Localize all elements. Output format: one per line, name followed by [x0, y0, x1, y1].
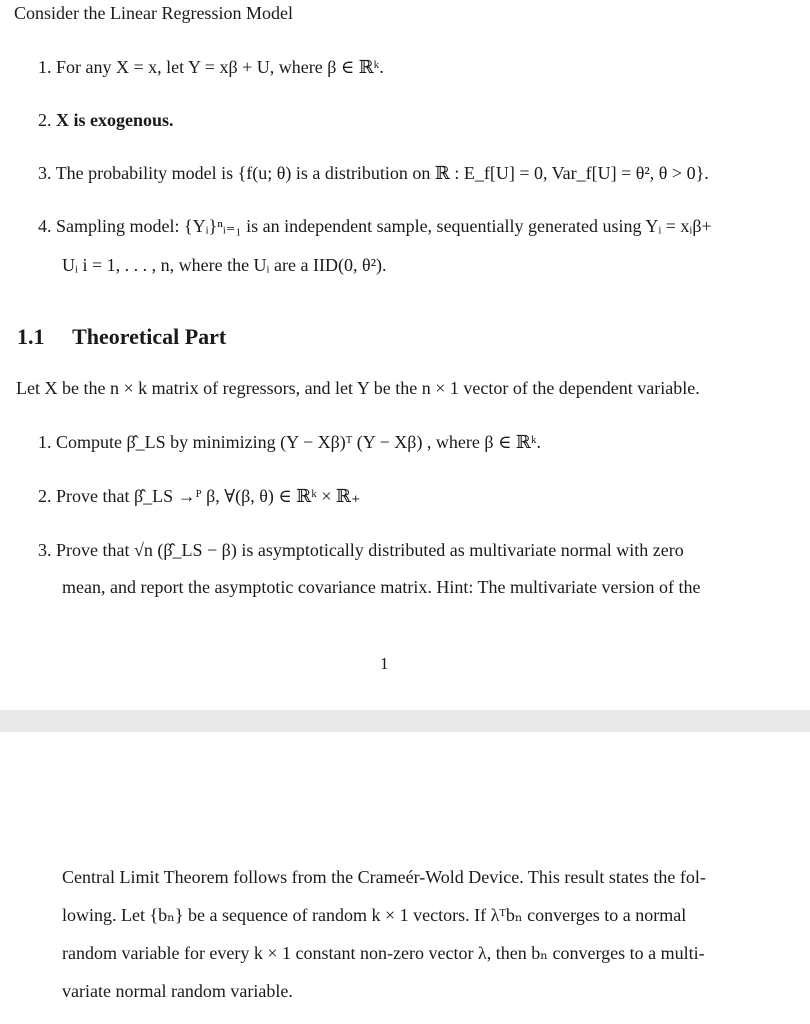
assumption-4-number: 4. — [38, 216, 52, 236]
intro-text: Consider the Linear Regression Model — [14, 3, 293, 23]
assumption-1 — [38, 56, 384, 78]
assumption-3 — [38, 162, 709, 184]
page2-line-4: variate normal random variable. — [62, 981, 293, 1001]
assumption-2-text: X is exogenous. — [56, 110, 174, 130]
question-1-number: 1. — [38, 432, 52, 452]
question-2 — [38, 485, 360, 507]
question-2-text: Prove that β̂_LS →ᴾ β, ∀(β, θ) ∈ ℝᵏ × ℝ₊ — [56, 486, 361, 506]
page-number: 1 — [380, 654, 389, 673]
question-3-number: 3. — [38, 540, 52, 560]
page2-line-1: Central Limit Theorem follows from the Crameér-Wold Device. This result states the fol- — [62, 867, 706, 887]
assumption-1-number: 1. — [38, 57, 52, 77]
assumption-4-continuation: Uᵢ i = 1, . . . , n, where the Uᵢ are a IID(0, θ²). — [62, 255, 387, 275]
section-heading — [17, 324, 226, 350]
page2-line-2: lowing. Let {bₙ} be a sequence of random k × 1 vectors. If λᵀbₙ converges to a normal — [62, 905, 687, 925]
page-separator — [0, 710, 810, 732]
section-title: Theoretical Part — [72, 324, 227, 349]
assumption-1-text: For any X = x, let Y = xβ + U, where β ∈ ℝᵏ. — [56, 57, 384, 77]
assumption-4-text-line1: Sampling model: {Yᵢ}ⁿᵢ₌₁ is an independent sample, sequentially generated using Yᵢ = xᵢβ+ — [56, 216, 712, 236]
assumption-4 — [38, 215, 712, 237]
question-3-continuation: mean, and report the asymptotic covariance matrix. Hint: The multivariate version of the — [62, 577, 701, 597]
assumption-3-number: 3. — [38, 163, 52, 183]
assumption-2-number: 2. — [38, 110, 52, 130]
page2-line-3: random variable for every k × 1 constant non-zero vector λ, then bₙ converges to a multi- — [62, 943, 705, 963]
question-1 — [38, 431, 541, 453]
question-3-text-line1: Prove that √n (β̂_LS − β) is asymptotically distributed as multivariate normal with zero — [56, 540, 684, 560]
question-2-number: 2. — [38, 486, 52, 506]
page-2 — [0, 732, 810, 1024]
theory-lead: Let X be the n × k matrix of regressors, and let Y be the n × 1 vector of the dependent variable. — [16, 378, 700, 398]
question-1-text: Compute β̂_LS by minimizing (Y − Xβ)ᵀ (Y − Xβ) , where β ∈ ℝᵏ. — [56, 432, 542, 452]
assumption-2 — [38, 109, 174, 131]
assumption-3-text: The probability model is {f(u; θ) is a distribution on ℝ : E_f[U] = 0, Var_f[U] = θ², θ > 0}. — [55, 163, 709, 183]
question-3 — [38, 539, 754, 561]
section-number: 1.1 — [17, 324, 45, 349]
